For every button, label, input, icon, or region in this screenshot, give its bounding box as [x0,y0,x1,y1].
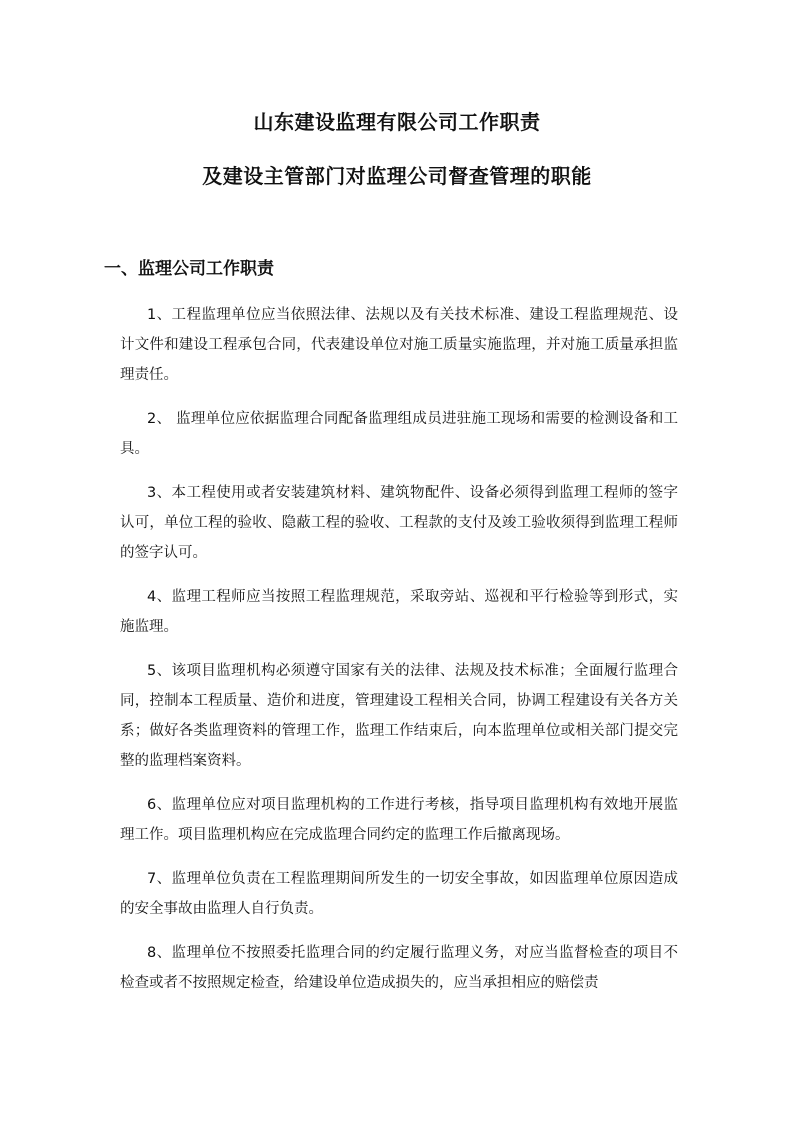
paragraph-2: 2、 监理单位应依据监理合同配备监理组成员进驻施工现场和需要的检测设备和工具。 [120,411,678,457]
document-title-line2: 及建设主管部门对监理公司督查管理的职能 [202,164,592,188]
paragraph-3: 3、本工程使用或者安装建筑材料、建筑物配件、设备必须得到监理工程师的签字认可，单位工程的验收、隐蔽工程的验收、工程款的支付及竣工验收须得到监理工程师的签字认可。 [120,485,678,561]
paragraph-4: 4、监理工程师应当按照工程监理规范，采取旁站、巡视和平行检验等到形式，实施监理。 [120,589,678,635]
paragraph-6: 6、监理单位应对项目监理机构的工作进行考核，指导项目监理机构有效地开展监理工作。项目监理机构应在完成监理合同约定的监理工作后撤离现场。 [120,797,678,843]
paragraph-8: 8、监理单位不按照委托监理合同的约定履行监理义务，对应当监督检查的项目不检查或者不按照规定检查，给建设单位造成损失的，应当承担相应的赔偿责 [120,945,678,991]
paragraph-7: 7、监理单位负责在工程监理期间所发生的一切安全事故，如因监理单位原因造成的安全事故由监理人自行负责。 [120,871,678,917]
document-title-line1: 山东建设监理有限公司工作职责 [253,110,541,134]
document-body [120,300,678,1012]
paragraph-5: 5、该项目监理机构必须遵守国家有关的法律、法规及技术标准；全面履行监理合同，控制本工程质量、造价和进度，管理建设工程相关合同，协调工程建设有关各方关系；做好各类监理资料的管理工作，监理工作结束后，向本监理单位或相关部门提交完整的监理档案资料。 [120,663,678,769]
section-heading-duties: 一、监理公司工作职责 [104,259,274,279]
paragraph-1: 1、工程监理单位应当依照法律、法规以及有关技术标准、建设工程监理规范、设计文件和建设工程承包合同，代表建设单位对施工质量实施监理，并对施工质量承担监理责任。 [120,307,678,383]
